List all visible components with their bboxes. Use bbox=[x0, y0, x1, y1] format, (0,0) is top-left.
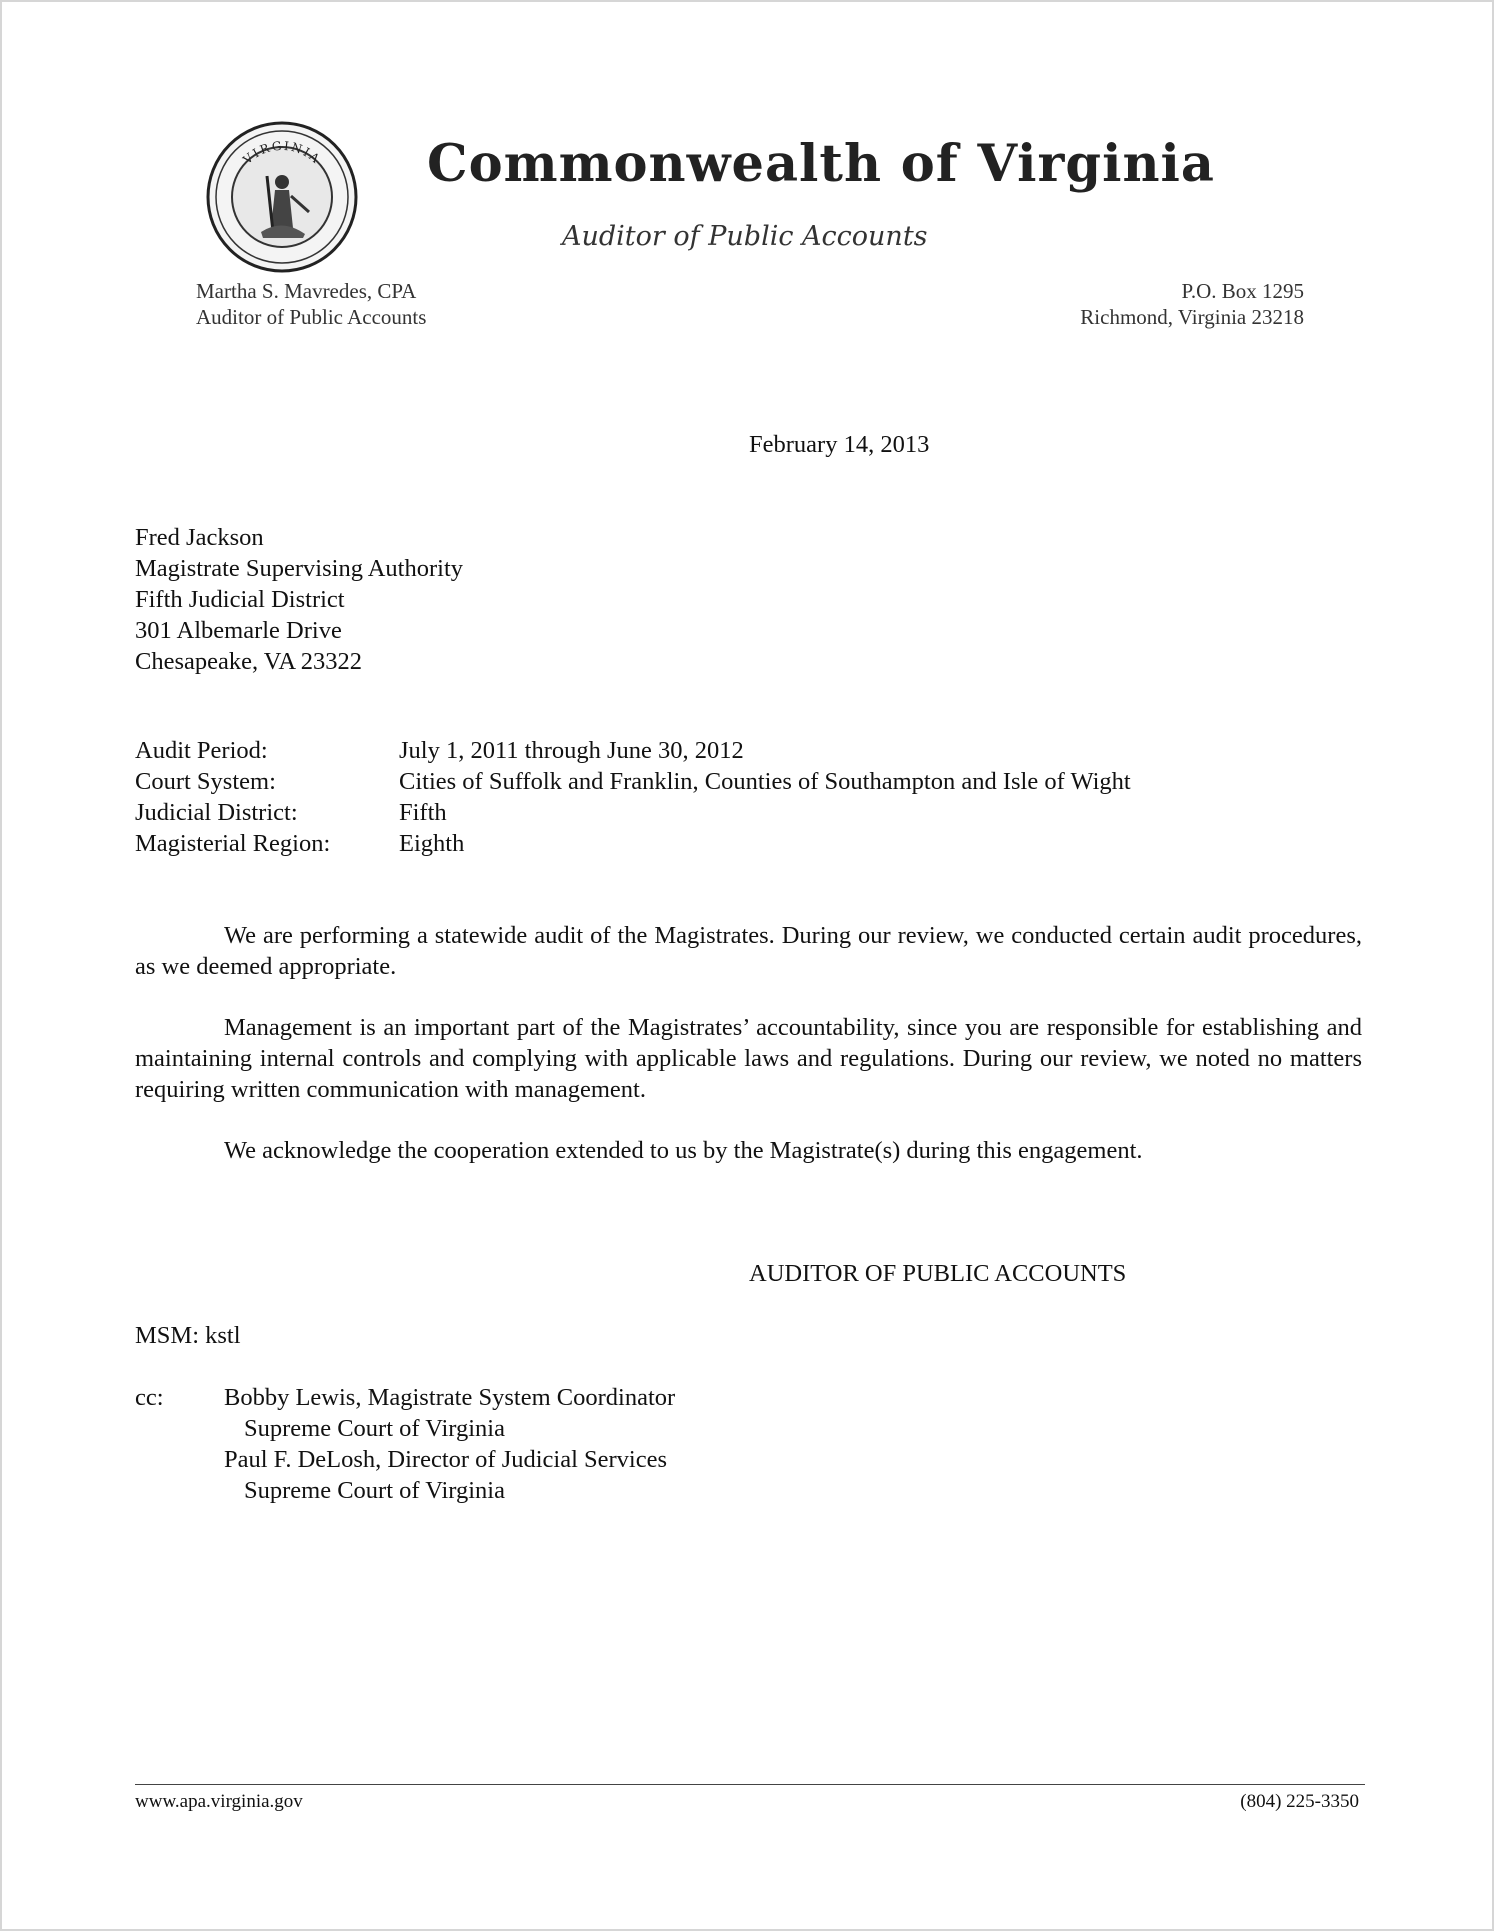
footer-phone: (804) 225-3350 bbox=[1240, 1791, 1359, 1812]
cc-block bbox=[135, 1382, 675, 1506]
body-paragraph bbox=[135, 920, 1362, 982]
footer-divider bbox=[135, 1784, 1365, 1785]
reference-initials: MSM: kstl bbox=[135, 1322, 241, 1349]
seal-text: VIRGINIA bbox=[240, 138, 324, 167]
audit-info-label: Judicial District: bbox=[135, 799, 298, 826]
audit-info-value: Fifth bbox=[399, 799, 447, 826]
addressee-line: Fred Jackson bbox=[135, 524, 264, 551]
cc-line: Supreme Court of Virginia bbox=[244, 1477, 505, 1504]
cc-line: Paul F. DeLosh, Director of Judicial Services bbox=[224, 1446, 668, 1473]
audit-info-label: Magisterial Region: bbox=[135, 830, 331, 857]
audit-info-label: Court System: bbox=[135, 768, 276, 795]
letterhead-right-block bbox=[1080, 278, 1304, 330]
body-paragraph bbox=[135, 1012, 1362, 1105]
addressee-block bbox=[135, 522, 463, 677]
auditor-name: Martha S. Mavredes, CPA bbox=[196, 279, 417, 303]
cc-line: Supreme Court of Virginia bbox=[244, 1415, 505, 1442]
audit-info-row bbox=[135, 735, 1131, 766]
addressee-line: Fifth Judicial District bbox=[135, 586, 345, 613]
cc-list bbox=[224, 1382, 675, 1506]
city-state-zip: Richmond, Virginia 23218 bbox=[1080, 305, 1304, 329]
signature-block: AUDITOR OF PUBLIC ACCOUNTS bbox=[749, 1260, 1127, 1287]
audit-info-value: July 1, 2011 through June 30, 2012 bbox=[399, 737, 744, 764]
auditor-title: Auditor of Public Accounts bbox=[196, 305, 427, 329]
body-paragraph bbox=[135, 1135, 1362, 1166]
letterhead-title: Commonwealth of Virginia bbox=[427, 134, 1215, 194]
addressee-line: 301 Albemarle Drive bbox=[135, 617, 342, 644]
audit-info-row bbox=[135, 797, 1131, 828]
audit-info-label: Audit Period: bbox=[135, 737, 268, 764]
audit-info-row bbox=[135, 766, 1131, 797]
audit-info-row bbox=[135, 828, 1131, 859]
audit-info-value: Cities of Suffolk and Franklin, Counties of Southampton and Isle of Wight bbox=[399, 768, 1131, 795]
audit-info-block bbox=[135, 735, 1131, 859]
audit-info-value: Eighth bbox=[399, 830, 465, 857]
footer-website[interactable]: www.apa.virginia.gov bbox=[135, 1791, 303, 1812]
cc-label: cc: bbox=[135, 1384, 164, 1411]
addressee-line: Chesapeake, VA 23322 bbox=[135, 648, 363, 675]
addressee-line: Magistrate Supervising Authority bbox=[135, 555, 463, 582]
po-box: P.O. Box 1295 bbox=[1181, 279, 1304, 303]
paragraph-text: We are performing a statewide audit of the Magistrates. During our review, we conducted certain audit procedures, as we deemed appropriate. bbox=[135, 922, 1362, 980]
paragraph-text: We acknowledge the cooperation extended to us by the Magistrate(s) during this engagement. bbox=[224, 1137, 1143, 1164]
letterhead-subtitle: Auditor of Public Accounts bbox=[562, 221, 928, 252]
cc-line: Bobby Lewis, Magistrate System Coordinator bbox=[224, 1384, 676, 1411]
letter-date: February 14, 2013 bbox=[749, 431, 930, 458]
virginia-seal-icon bbox=[205, 120, 359, 274]
paragraph-text: Management is an important part of the Magistrates’ accountability, since you are responsible for establishing and maintaining internal controls and complying with applicable laws and regulations. During our review, we noted no matters requiring written communication with management. bbox=[135, 1014, 1362, 1103]
letterhead-left-block bbox=[196, 278, 426, 330]
